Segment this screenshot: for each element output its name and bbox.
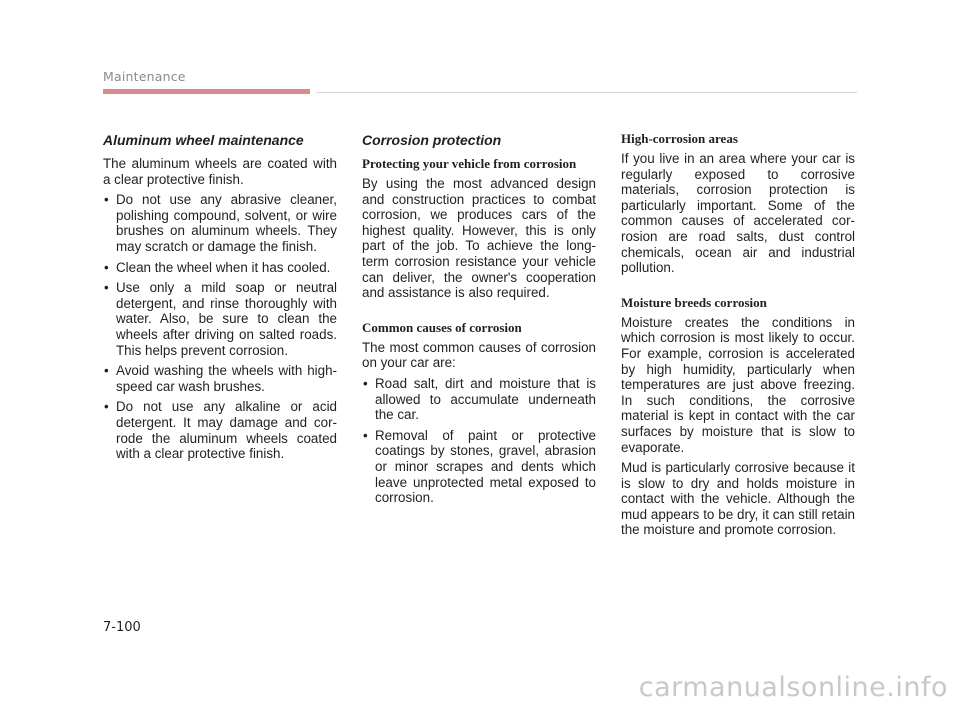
subheading-common-causes: Common causes of corrosion (362, 319, 522, 335)
bullet-list-causes (362, 376, 596, 506)
header-rule (316, 92, 857, 93)
list-item: • Removal of paint or protective coatings by stones, gravel, abrasion or minor scrapes and dents which leave unprotected metal exposed to corrosion. (363, 427, 596, 506)
watermark: carmanualsonline.info (638, 672, 948, 703)
section-title-corrosion: Corrosion protection (362, 132, 502, 148)
list-item: • Road salt, dirt and moisture that is allowed to accumulate underneath the car. (363, 375, 596, 423)
bullet-list-wheel-care (103, 192, 337, 462)
header-accent-bar (103, 89, 310, 94)
column-corrosion-protection (362, 131, 596, 511)
column-high-corrosion (621, 131, 855, 543)
page-number: 7-100 (103, 620, 141, 635)
list-item: • Use only a mild soap or neutral detergent, and rinse thoroughly with water. Also, be sure to clean the wheels after driving on salted roads. This helps prevent corrosion. (104, 280, 337, 358)
section-title-aluminum-wheel: Aluminum wheel maintenance (103, 132, 304, 148)
list-item: • Do not use any abrasive cleaner, polishing compound, solvent, or wire brushes on aluminum wheels. They may scratch or damage the finish. (104, 192, 337, 254)
paragraph-high-corrosion-areas: If you live in an area where your car is regularly exposed to corrosive materials, corrosion protection is particularly important. Some of the common causes of accelerated corrosion are road salts, dust control chemicals, ocean air and industrial pollution. (621, 151, 855, 276)
paragraph-protecting-vehicle: By using the most advanced design and construction practices to combat corrosion, we produces cars of the highest quality. However, this is only part of the job. To achieve the long-term corrosion resistance your vehicle can deliver, the owner's cooperation and assistance is also required. (362, 176, 596, 301)
paragraph-intro: The aluminum wheels are coated with a clear protective finish. (103, 156, 337, 187)
paragraph-moisture: Moisture creates the conditions in which corrosion is most likely to occur. For example, corrosion is accelerated by high humidity, particularly when temperatures are just above freezing. In such conditions, the corrosive material is kept in contact with the car surfaces by moisture that is slow to evaporate. (621, 314, 855, 455)
paragraph-common-causes: The most common causes of corrosion on your car are: (362, 339, 596, 371)
list-item: • Avoid washing the wheels with high-speed car wash brushes. (104, 363, 337, 394)
subheading-moisture: Moisture breeds corrosion (621, 294, 767, 310)
subheading-high-corrosion-areas: High-corrosion areas (621, 131, 738, 146)
subheading-protecting-vehicle: Protecting your vehicle from corrosion (362, 156, 577, 171)
list-item: • Do not use any alkaline or acid detergent. It may damage and corrode the aluminum wheels coated with a clear protective finish. (104, 399, 337, 462)
list-item: • Clean the wheel when it has cooled. (104, 259, 331, 275)
column-aluminum-wheel (103, 131, 337, 467)
paragraph-mud: Mud is particularly corrosive because it is slow to dry and holds moisture in contact with the vehicle. Although the mud appears to be dry, it can still retain the moisture and promote corrosion. (621, 460, 855, 538)
header-section-label: Maintenance (103, 69, 186, 84)
